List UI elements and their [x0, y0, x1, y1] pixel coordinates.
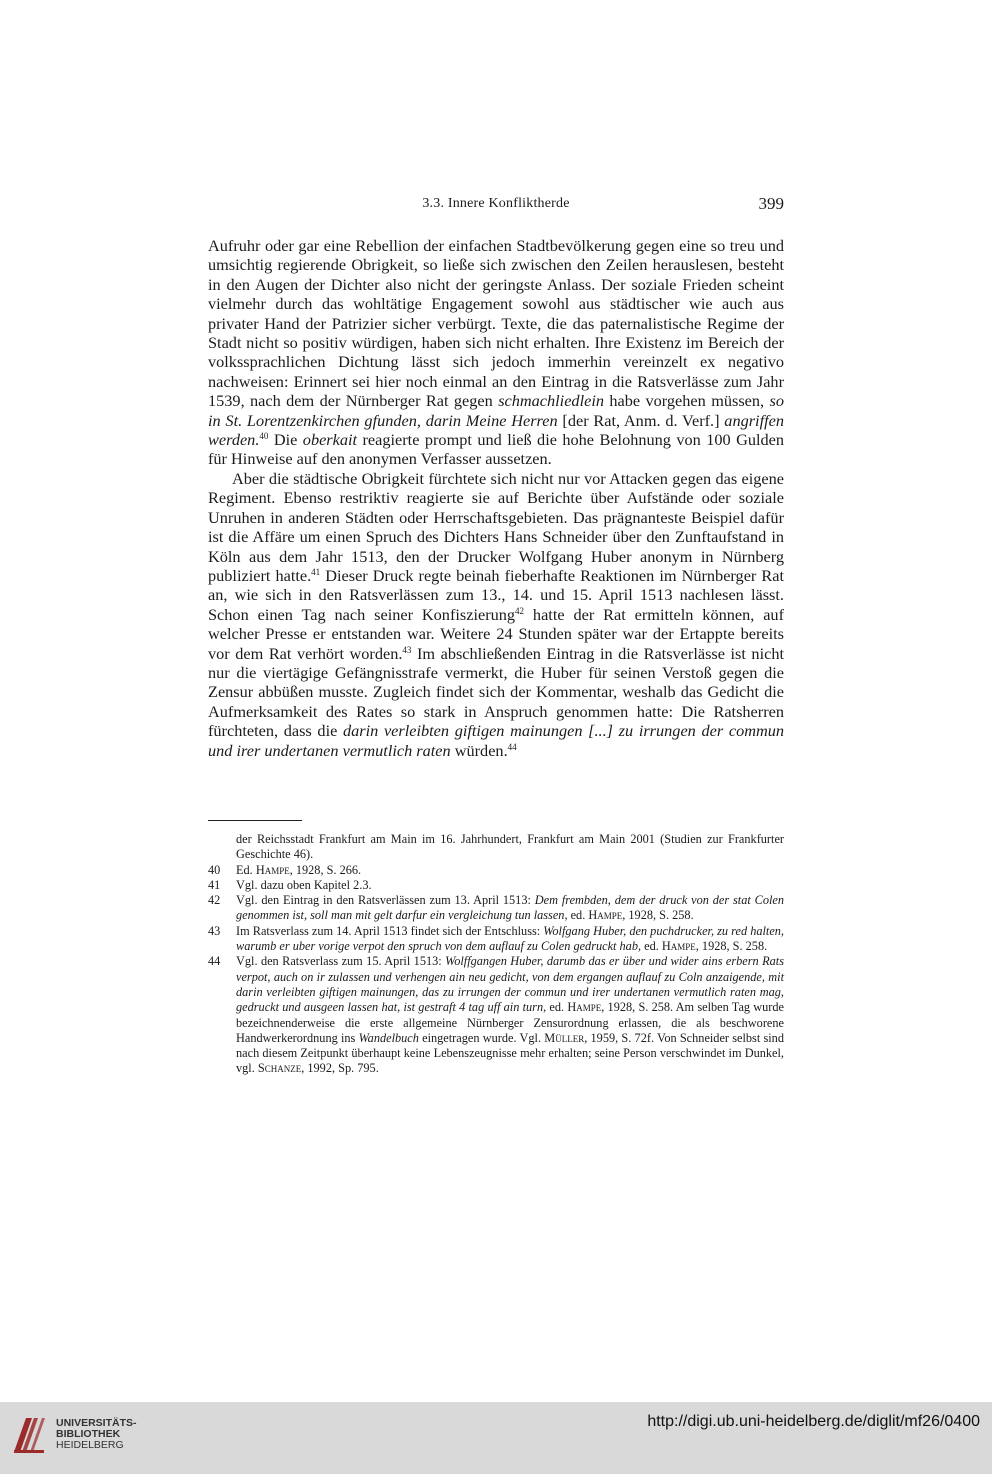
library-name[interactable]: [56, 1418, 137, 1451]
footnote-number: 41: [208, 877, 221, 892]
running-title: 3.3. Innere Konfliktherde: [422, 196, 570, 211]
footnote-number: 42: [208, 893, 221, 908]
footnote-rule: [208, 820, 302, 821]
footnote-ref-42: 42: [515, 605, 525, 616]
library-logo-icon[interactable]: [10, 1412, 50, 1456]
permalink-url[interactable]: http://digi.ub.uni-heidelberg.de/diglit/mf26/0400: [647, 1413, 980, 1430]
italic-quote: schmachliedlein: [498, 391, 604, 411]
footnote-42: 42 Vgl. den Eintrag in den Ratsverlässen zum 13. April 1513: Dem frembden, dem der druck von der stat Colen genommen ist, soll man mit gelt darfur ein vergleichung tun lassen, ed. Hampe, 1928, S. 258.: [208, 893, 784, 923]
footnote-ref-43: 43: [402, 644, 412, 655]
page-number: 399: [758, 194, 784, 213]
library-name-line: HEIDELBERG: [56, 1439, 124, 1451]
footnote-number: 44: [208, 954, 221, 969]
footnote-41: 41 Vgl. dazu oben Kapitel 2.3.: [208, 877, 372, 892]
footnote-ref-44: 44: [507, 741, 517, 752]
italic-quote: so in St. Lorentzenkirchen gfunden, darin Meine Herren: [208, 391, 784, 430]
paragraph-1: Aufruhr oder gar eine Rebellion der einfachen Stadtbevölkerung gegen eine so treu und umsichtig regierende Obrigkeit, so ließe sich zwischen den Zeilen herauslesen, besteht in den Augen der Dichter also nicht der geringste Anlass. Der soziale Frieden scheint vielmehr durch das wohltätige Engagement sowohl aus städtischer wie auch aus privater Hand der Patrizier sicher verbürgt. Texte, die das paternalistische Regime der Stadt nicht so positiv würdigen, haben sich nicht erhalten. Ihre Existenz im Bereich der volkssprachlichen Dichtung lässt sich jedoch immerhin vereinzelt ex negativo nachweisen: Erinnert sei hier noch einmal an den Eintrag in die Ratsverlässe zum Jahr 1539, nach dem der Nürnberger Rat gegen schmachliedlein habe vorgehen müssen, so in St. Lorentzenkirchen gfunden, darin Meine Herren [der Rat, Anm. d. Verf.] angriffen werden.$^{40}$ Die oberkait reagierte prompt und ließ die hohe Belohnung von 100 Gulden für Hinweise auf den anonymen Verfasser aussetzen.: [208, 236, 784, 469]
italic-term: oberkait: [302, 430, 358, 450]
footnote-43: 43 Im Ratsverlass zum 14. April 1513 findet sich der Entschluss: Wolfgang Huber, den puchdrucker, zu red halten, warumb er uber vorige verpot den spruch von dem auflauf zu Colen gedruckt hab, ed. Hampe, 1928, S. 258.: [208, 923, 785, 954]
footnote-continuation: der Reichsstadt Frankfurt am Main im 16. Jahrhundert, Frankfurt am Main 2001 (Studien zur Frankfurter Geschichte 46).: [236, 832, 784, 862]
viewer-footer-bar: [0, 1402, 992, 1474]
footnote-44: 44 Vgl. den Ratsverlass zum 15. April 1513: Wolffgangen Huber, darumb das er über und wider ains erbern Rats verpot, auch on ir zulassen und verhengen ain neu gedicht, von dem ergangen auflauf zu Coln anzaigende, mit darin verleibten giftigen mainungen, das zu irrungen der commun und irer undertanen vermutlich raten mag, gedruckt und ausgeen lassen hat, ist gestraft 4 tag uff ain turn, ed. Hampe, 1928, S. 258. Am selben Tag wurde bezeichnenderweise die erste allgemeine Nürnberger Zensurordnung erlassen, die als beschworene Handwerkerordnung ins Wandelbuch eingetragen wurde. Vgl. Müller, 1959, S. 72f. Von Schneider selbst sind nach diesem Zeitpunkt überhaupt keine Lebenszeugnisse mehr erhalten; seine Person verschwindet im Dunkel, vgl. Schanze, 1992, Sp. 795.: [208, 954, 785, 1076]
paragraph-2: Aber die städtische Obrigkeit fürchtete sich nicht nur vor Attacken gegen das eigene Regiment. Ebenso restriktiv reagierte sie auf Berichte über Aufstände oder soziale Unruhen in anderen Städten oder Herrschaftsgebieten. Das prägnanteste Beispiel dafür ist die Affäre um einen Spruch des Dichters Hans Schneider über den Zunftaufstand in Köln aus dem Jahr 1513, den der Drucker Wolfgang Huber anonym in Nürnberg publiziert hatte.$^{41}$ Dieser Druck regte beinah fieberhafte Reaktionen im Nürnberger Rat an, wie sich in den Ratsverlässen zum 13., 14. und 15. April 1513 nachlesen lässt. Schon einen Tag nach seiner Konfiszierung$^{42}$ hatte der Rat ermitteln können, auf welcher Presse er entstanden war. Weitere 24 Stunden später war der Ertappte bereits vor dem Rat verhört worden.$^{43}$ Im abschließenden Eintrag in die Ratsverlässe ist nicht nur die viertägige Gefängnisstrafe vermerkt, die Huber für seinen Verstoß gegen die Zensur abbüßen musste. Zugleich findet sich der Kommentar, weshalb das Gedicht die Aufmerksamkeit des Rates so stark in Anspruch genommen hatte: Die Ratsherren fürchteten, dass die darin verleibten giftigen mainungen [...] zu irrungen der commun und irer undertanen vermutlich raten würden.$^{44}$: [208, 468, 785, 760]
footnote-number: 40: [208, 862, 221, 877]
running-head: [208, 194, 784, 216]
footnote-ref-40: 40: [259, 431, 269, 442]
main-text: [208, 236, 784, 760]
italic-quote: angriffen werden.: [208, 410, 784, 450]
library-logo-graphic: [10, 1412, 50, 1456]
footnote-40: 40 Ed. Hampe, 1928, S. 266.: [208, 862, 362, 877]
library-name-line: BIBLIOTHEK: [56, 1428, 121, 1440]
footnote-number: 43: [208, 923, 221, 938]
italic-quote: darin verleibten giftigen mainungen [...] zu irrungen der commun und irer undertanen vermutlich raten: [208, 721, 785, 760]
library-name-line: UNIVERSITÄTS-: [56, 1417, 137, 1429]
footnotes: [208, 832, 784, 1077]
footnote-ref-41: 41: [311, 566, 321, 577]
